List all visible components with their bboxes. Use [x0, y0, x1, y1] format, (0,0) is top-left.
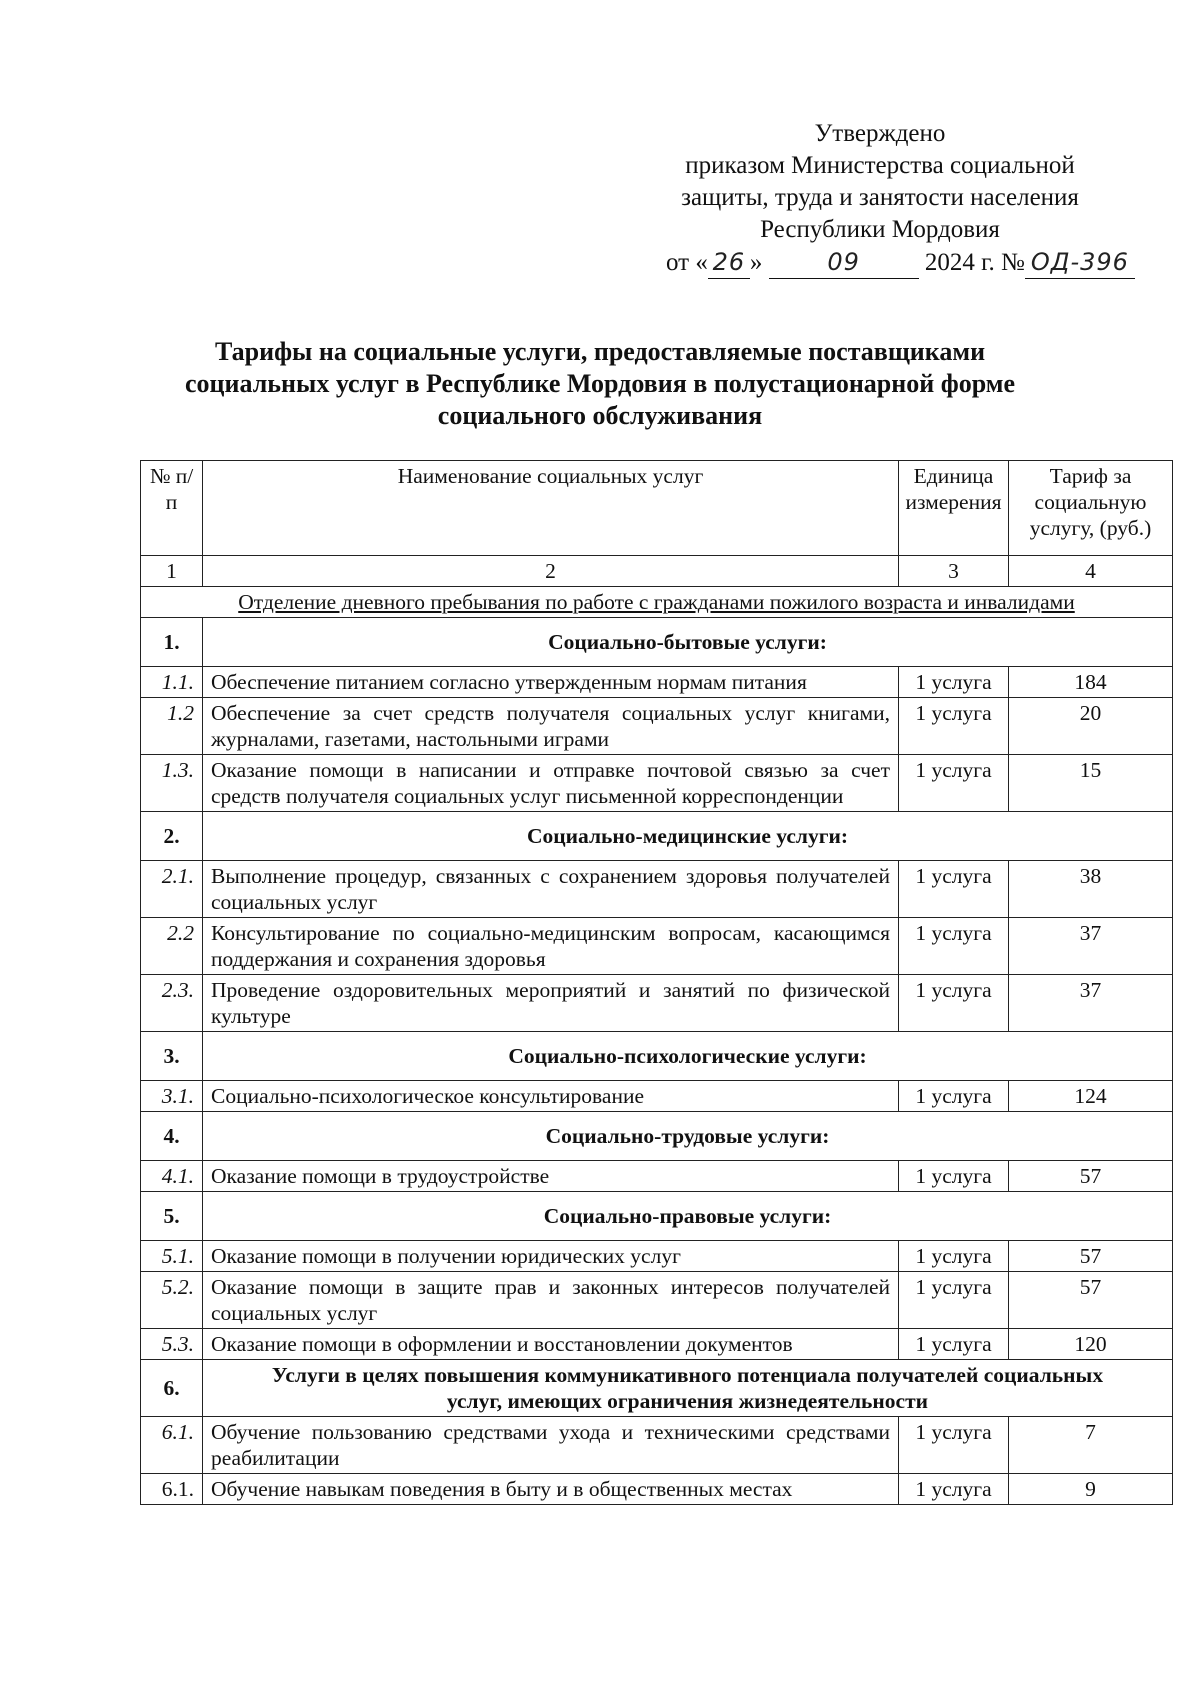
approval-block: [640, 118, 1129, 279]
section-number: 5.: [141, 1192, 203, 1241]
section-row: [141, 1032, 1173, 1081]
service-unit: 1 услуга: [899, 1161, 1009, 1192]
table-row: [141, 667, 1173, 698]
section-row: [141, 812, 1173, 861]
service-name: Консультирование по социально-медицинским вопросам, касающимся поддержания и сохранения здоровья: [203, 918, 899, 975]
service-unit: 1 услуга: [899, 1329, 1009, 1360]
date-year: 2024 г. №: [924, 249, 1025, 276]
section-title: Социально-бытовые услуги:: [203, 618, 1173, 667]
date-quote: »: [749, 249, 763, 276]
section-number: 1.: [141, 618, 203, 667]
header-num: № п/п: [141, 461, 203, 556]
service-tariff: 37: [1009, 975, 1173, 1032]
service-tariff: 38: [1009, 861, 1173, 918]
service-unit: 1 услуга: [899, 975, 1009, 1032]
service-number: 5.1.: [141, 1241, 203, 1272]
service-unit: 1 услуга: [899, 667, 1009, 698]
service-name: Обучение пользованию средствами ухода и техническими средствами реабилитации: [203, 1417, 899, 1474]
service-number: 1.1.: [141, 667, 203, 698]
service-number: 4.1.: [141, 1161, 203, 1192]
section-title: Социально-правовые услуги:: [203, 1192, 1173, 1241]
section-title: Услуги в целях повышения коммуникативного потенциала получателей социальных услуг, имеющих ограничения жизнедеятельности: [203, 1360, 1173, 1417]
service-number: 5.3.: [141, 1329, 203, 1360]
service-tariff: 57: [1009, 1272, 1173, 1329]
date-month: 09: [769, 246, 919, 279]
service-tariff: 15: [1009, 755, 1173, 812]
section-number: 4.: [141, 1112, 203, 1161]
col-number: 4: [1009, 556, 1173, 587]
service-tariff: 7: [1009, 1417, 1173, 1474]
service-unit: 1 услуга: [899, 1241, 1009, 1272]
col-number: 1: [141, 556, 203, 587]
service-name: Обеспечение за счет средств получателя социальных услуг книгами, журналами, газетами, настольными играми: [203, 698, 899, 755]
service-tariff: 37: [1009, 918, 1173, 975]
approval-dateline: [640, 246, 1129, 279]
service-tariff: 184: [1009, 667, 1173, 698]
service-number: 6.1.: [141, 1474, 203, 1505]
service-name: Оказание помощи в трудоустройстве: [203, 1161, 899, 1192]
service-tariff: 9: [1009, 1474, 1173, 1505]
service-unit: 1 услуга: [899, 1417, 1009, 1474]
service-tariff: 124: [1009, 1081, 1173, 1112]
col-number: 3: [899, 556, 1009, 587]
section-number: 3.: [141, 1032, 203, 1081]
service-number: 2.3.: [141, 975, 203, 1032]
order-number: ОД-396: [1025, 246, 1135, 279]
department-title: Отделение дневного пребывания по работе с гражданами пожилого возраста и инвалидами: [141, 587, 1173, 618]
service-name: Обучение навыкам поведения в быту и в общественных местах: [203, 1474, 899, 1505]
col-number: 2: [203, 556, 899, 587]
service-name: Оказание помощи в защите прав и законных интересов получателей социальных услуг: [203, 1272, 899, 1329]
service-unit: 1 услуга: [899, 1474, 1009, 1505]
date-prefix: от «: [666, 249, 708, 276]
service-unit: 1 услуга: [899, 918, 1009, 975]
service-name: Оказание помощи в оформлении и восстановлении документов: [203, 1329, 899, 1360]
table-row: [141, 1417, 1173, 1474]
service-number: 1.2: [141, 698, 203, 755]
section-title: Социально-психологические услуги:: [203, 1032, 1173, 1081]
service-name: Социально-психологическое консультирование: [203, 1081, 899, 1112]
service-name: Оказание помощи в написании и отправке почтовой связью за счет средств получателя социальных услуг письменной корреспонденции: [203, 755, 899, 812]
table-row: [141, 1474, 1173, 1505]
section-number: 6.: [141, 1360, 203, 1417]
column-number-row: [141, 556, 1173, 587]
title-line: Тарифы на социальные услуги, предоставляемые поставщиками: [214, 337, 986, 366]
title-line: социального обслуживания: [437, 401, 763, 430]
section-row: [141, 1192, 1173, 1241]
table-row: [141, 861, 1173, 918]
table-row: [141, 1272, 1173, 1329]
table-row: [141, 918, 1173, 975]
table-row: [141, 1329, 1173, 1360]
service-name: Проведение оздоровительных мероприятий и занятий по физической культуре: [203, 975, 899, 1032]
approval-line: Республики Мордовия: [760, 216, 1000, 243]
tariffs-table: [140, 460, 1173, 1505]
service-unit: 1 услуга: [899, 698, 1009, 755]
section-row: [141, 1112, 1173, 1161]
document-title: [140, 336, 1060, 432]
section-row: [141, 1360, 1173, 1417]
table-header-row: [141, 461, 1173, 556]
service-name: Обеспечение питанием согласно утвержденным нормам питания: [203, 667, 899, 698]
approval-line: защиты, труда и занятости населения: [681, 184, 1079, 211]
service-number: 6.1.: [141, 1417, 203, 1474]
service-name: Выполнение процедур, связанных с сохранением здоровья получателей социальных услуг: [203, 861, 899, 918]
title-line: социальных услуг в Республике Мордовия в полустационарной форме: [184, 369, 1016, 398]
header-name: Наименование социальных услуг: [203, 461, 899, 556]
service-tariff: 57: [1009, 1241, 1173, 1272]
service-number: 2.1.: [141, 861, 203, 918]
table-row: [141, 698, 1173, 755]
approval-heading: Утверждено: [814, 120, 946, 147]
header-unit: Единица измерения: [899, 461, 1009, 556]
service-number: 2.2: [141, 918, 203, 975]
service-number: 5.2.: [141, 1272, 203, 1329]
date-day: 26: [708, 246, 750, 279]
section-row: [141, 618, 1173, 667]
service-unit: 1 услуга: [899, 1272, 1009, 1329]
service-tariff: 20: [1009, 698, 1173, 755]
service-unit: 1 услуга: [899, 755, 1009, 812]
service-name: Оказание помощи в получении юридических услуг: [203, 1241, 899, 1272]
table-row: [141, 755, 1173, 812]
service-unit: 1 услуга: [899, 861, 1009, 918]
section-title: Социально-медицинские услуги:: [203, 812, 1173, 861]
service-tariff: 57: [1009, 1161, 1173, 1192]
approval-line: приказом Министерства социальной: [685, 152, 1075, 179]
table-row: [141, 1241, 1173, 1272]
table-row: [141, 1161, 1173, 1192]
service-number: 3.1.: [141, 1081, 203, 1112]
table-row: [141, 975, 1173, 1032]
department-row: [141, 587, 1173, 618]
table-row: [141, 1081, 1173, 1112]
section-number: 2.: [141, 812, 203, 861]
service-tariff: 120: [1009, 1329, 1173, 1360]
service-number: 1.3.: [141, 755, 203, 812]
section-title: Социально-трудовые услуги:: [203, 1112, 1173, 1161]
service-unit: 1 услуга: [899, 1081, 1009, 1112]
header-tariff: Тариф за социальную услугу, (руб.): [1009, 461, 1173, 556]
